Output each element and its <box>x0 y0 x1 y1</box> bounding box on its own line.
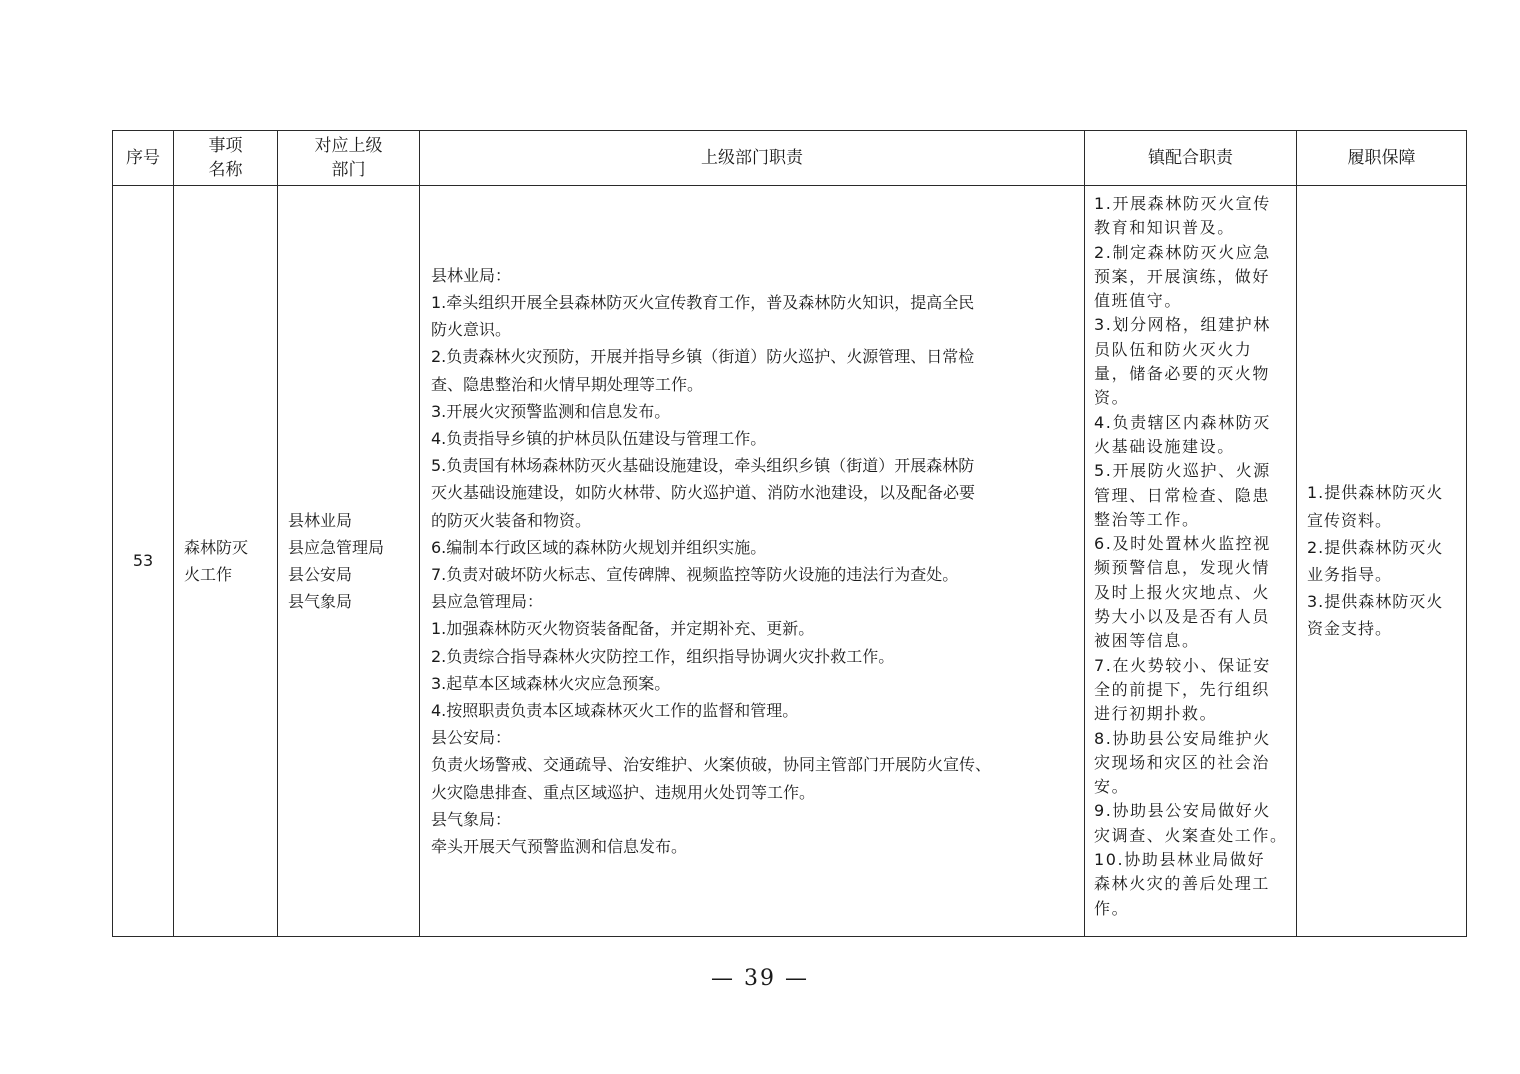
text-line: 灾调查、火案查处工作。 <box>1094 825 1288 845</box>
cell-guarantee <box>1297 186 1467 937</box>
text-line: 查、隐患整治和火情早期处理等工作。 <box>431 374 704 394</box>
text-line: 10.协助县林业局做好 <box>1094 850 1266 870</box>
text-line: 3.划分网格，组建护林 <box>1094 315 1271 335</box>
table-row <box>113 186 1467 937</box>
text-line: 安。 <box>1094 777 1130 797</box>
text-line: 5.负责国有林场森林防灭火基础设施建设，牵头组织乡镇（街道）开展森林防 <box>431 456 975 476</box>
cell-departments <box>278 186 420 937</box>
text-line: 灭火基础设施建设，如防火林带、防火巡护道、消防水池建设，以及配备必要 <box>431 483 976 503</box>
text-line: 1.开展森林防灭火宣传 <box>1094 194 1271 213</box>
text-line: 牵头开展天气预警监测和信息发布。 <box>431 837 688 857</box>
text-line: 4.负责辖区内森林防灭 <box>1094 412 1271 432</box>
text-line: 势大小以及是否有人员 <box>1094 607 1271 627</box>
text-line: 1.牵头组织开展全县森林防灭火宣传教育工作，普及森林防火知识，提高全民 <box>431 292 975 312</box>
text-line: 县气象局 <box>288 592 353 612</box>
text-line: 县林业局 <box>288 510 353 530</box>
text-line: 8.协助县公安局维护火 <box>1094 728 1271 748</box>
header-town-duties <box>1085 131 1297 186</box>
text-line: 部门 <box>331 160 366 180</box>
text-line: 频预警信息，发现火情 <box>1094 558 1271 578</box>
text-line: 值班值守。 <box>1094 291 1183 311</box>
text-line: 宣传资料。 <box>1307 510 1393 530</box>
text-line: 森林火灾的善后处理工 <box>1094 874 1271 894</box>
text-line: 上级部门职责 <box>701 148 803 168</box>
text-line: 量，储备必要的灭火物 <box>1094 364 1271 384</box>
page-number: — 39 — <box>711 966 809 991</box>
text-line: 火灾隐患排查、重点区域巡护、违规用火处罚等工作。 <box>431 782 816 802</box>
text-line: 2.负责综合指导森林火灾防控工作，组织指导协调火灾扑救工作。 <box>431 646 895 666</box>
text-line: 6.及时处置林火监控视 <box>1094 534 1271 554</box>
text-line: 县公安局 <box>288 565 353 584</box>
text-line: 县林业局： <box>431 265 512 285</box>
text-line: 4.按照职责负责本区域森林灭火工作的监督和管理。 <box>431 701 799 721</box>
text-line: 教育和知识普及。 <box>1094 218 1235 238</box>
duty-table <box>112 130 1467 937</box>
text-line: 事项 <box>208 136 243 156</box>
text-line: 3.提供森林防灭火 <box>1307 592 1444 612</box>
text-line: 2.负责森林火灾预防，开展并指导乡镇（街道）防火巡护、火源管理、日常检 <box>431 347 975 367</box>
text-line: 灾现场和灾区的社会治 <box>1094 752 1271 772</box>
text-line: 火工作 <box>184 565 233 584</box>
cell-item-name <box>174 186 278 937</box>
text-line: 7.负责对破坏防火标志、宣传碑牌、视频监控等防火设施的违法行为查处。 <box>431 565 959 584</box>
text-line: 火基础设施建设。 <box>1094 436 1235 456</box>
text-line: 全的前提下，先行组织 <box>1094 679 1271 699</box>
text-line: 县应急管理局： <box>431 592 544 612</box>
text-line: 4.负责指导乡镇的护林员队伍建设与管理工作。 <box>431 428 767 448</box>
text-line: 整治等工作。 <box>1094 509 1200 529</box>
text-line: 7.在火势较小、保证安 <box>1094 655 1271 675</box>
cell-town-duties <box>1085 186 1297 937</box>
text-line: 森林防灭 <box>184 537 249 557</box>
header-item-name <box>174 131 278 186</box>
text-line: 2.提供森林防灭火 <box>1307 537 1444 557</box>
text-line: 员队伍和防火灭火力 <box>1094 339 1253 359</box>
text-line: 对应上级 <box>314 136 383 156</box>
text-line: 县应急管理局 <box>288 537 385 557</box>
text-line: 5.开展防火巡护、火源 <box>1094 461 1271 481</box>
header-superior-duties <box>420 131 1085 186</box>
text-line: 资金支持。 <box>1307 619 1393 639</box>
text-line: 业务指导。 <box>1307 565 1393 584</box>
header-superior-department <box>278 131 420 186</box>
text-line: 及时上报火灾地点、火 <box>1094 582 1271 602</box>
text-line: 1.提供森林防灭火 <box>1307 483 1444 503</box>
table-header-row <box>113 131 1467 186</box>
text-line: 6.编制本行政区域的森林防火规划并组织实施。 <box>431 537 767 557</box>
text-line: 管理、日常检查、隐患 <box>1094 485 1271 505</box>
text-line: 3.开展火灾预警监测和信息发布。 <box>431 401 671 421</box>
text-line: 9.协助县公安局做好火 <box>1094 801 1271 821</box>
text-line: 资。 <box>1094 388 1130 408</box>
text-line: 进行初期扑救。 <box>1094 704 1218 724</box>
text-line: 名称 <box>208 160 243 180</box>
text-line: 负责火场警戒、交通疏导、治安维护、火案侦破，协同主管部门开展防火宣传、 <box>431 755 992 775</box>
text-line: 的防灭火装备和物资。 <box>431 510 592 530</box>
text-line: 履职保障 <box>1347 148 1416 168</box>
header-guarantee <box>1297 131 1467 186</box>
text-line: 3.起草本区域森林火灾应急预案。 <box>431 673 671 693</box>
text-line: 县气象局： <box>431 809 512 829</box>
cell-number: 53 <box>113 186 174 937</box>
text-line: 作。 <box>1094 898 1130 918</box>
header-number <box>113 131 174 186</box>
text-line: 1.加强森林防灭火物资装备配备，并定期补充、更新。 <box>431 619 815 639</box>
text-line: 序号 <box>126 148 160 168</box>
text-line: 县公安局： <box>431 728 512 748</box>
duty-table-container <box>112 130 1466 937</box>
text-line: 防火意识。 <box>431 320 512 340</box>
cell-superior-duties <box>420 186 1085 937</box>
text-line: 被困等信息。 <box>1094 631 1200 651</box>
text-line: 2.制定森林防灭火应急 <box>1094 242 1271 262</box>
text-line: 预案，开展演练，做好 <box>1094 266 1271 286</box>
text-line: 镇配合职责 <box>1148 148 1233 168</box>
